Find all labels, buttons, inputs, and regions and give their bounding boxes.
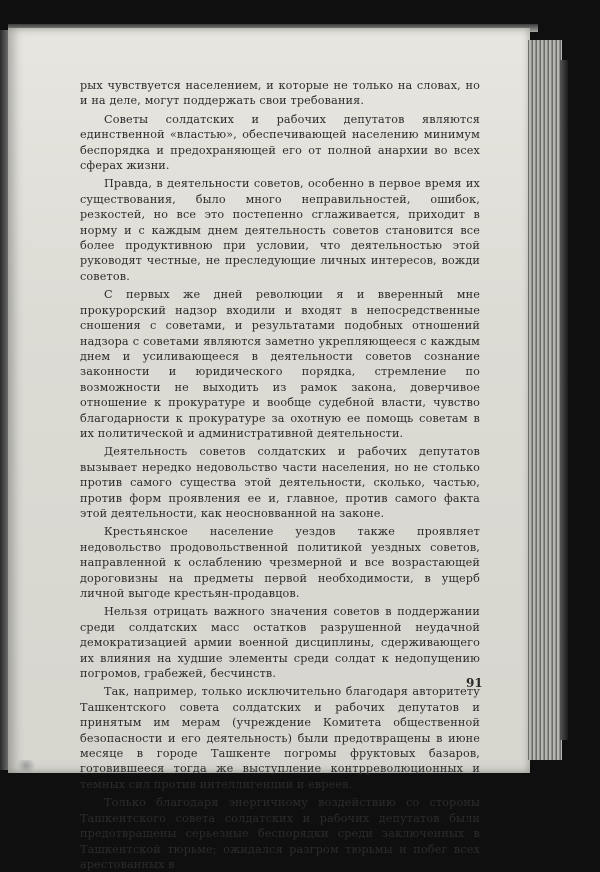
page-text (80, 78, 480, 872)
paragraph: Крестьянское население уездов также проявляет недовольство продовольственной политикой уездных советов, направленной к ослаблению чрезмерной и все возрастающей дороговизны на предметы первой необходимости, в ущерб личной выгоде крестьян-продавцов. (80, 525, 480, 600)
paragraph: Так, например, только исключительно благодаря авторитету Ташкентского совета солдатских и рабочих депутатов и принятым им мерам (учреждение Комитета общественной безопасности и его деятельность) были предотвращены в июне месяце в городе Ташкенте погромы фруктовых базаров, готовившееся тогда же выступление контрреволюционных и темных сил против интеллигенции и евреев. (80, 685, 480, 791)
paragraph: Только благодаря энергичному воздействию со стороны Ташкентского совета солдатских и рабочих депутатов были предотвращены серьезные беспорядки среди заключенных в Ташкентской тюрьме; ожидался разгром тюрьмы и побег всех арестованных в (80, 796, 480, 871)
fore-edge-shadow (560, 60, 568, 740)
paragraph: Деятельность советов солдатских и рабочих депутатов вызывает нередко недовольство части населения, но не столько против самого существа этой деятельности, сколько, частью, против форм проявления ее и, главное, против самого факта этой деятельности, как неосновванной на законе. (80, 445, 480, 520)
paragraph: Нельзя отрицать важного значения советов в поддержании среди солдатских масс остатков разрушенной неудачной демократизацией армии военной дисциплины, сдерживающего их влияния на худшие элементы среди солдат к недопущению погромов, грабежей, бесчинств. (80, 605, 480, 681)
paragraph: С первых же дней революции я и вверенный мне прокурорский надзор входили и входят в непосредственные сношения с советами, и результатами подобных отношений надзора с советами являются заметно укрепляющееся с каждым днем и усиливающееся в деятельности советов сознание законности и юридического порядка, стремление по возможности не выходить из рамок закона, доверчивое отношение к прокуратуре и вообще судебной власти, чувство благодарности к прокуратуре за охотную ее помощь советам в их политической и административной деятельности. (80, 288, 480, 440)
page-fore-edge (528, 40, 562, 760)
paragraph: Правда, в деятельности советов, особенно в первое время их существования, было много неправильностей, ошибок, резкостей, но все это постепенно сглаживается, приходит в норму и с каждым днем деятельность советов становится все более продуктивною при условии, что деятельностью этой руководят честные, не преследующие личных интересов, вожди советов. (80, 177, 480, 283)
paragraph: рых чувствуется населением, и которые не только на словах, но и на деле, могут поддержать свои требования. (80, 79, 480, 108)
page-number: 91 (466, 676, 483, 690)
paragraph: Советы солдатских и рабочих депутатов являются единственной «властью», обеспечивающей населению минимум беспорядка и предохраняющей его от полной анархии во всех сферах жизни. (80, 112, 480, 173)
corner-smudge (14, 760, 38, 772)
